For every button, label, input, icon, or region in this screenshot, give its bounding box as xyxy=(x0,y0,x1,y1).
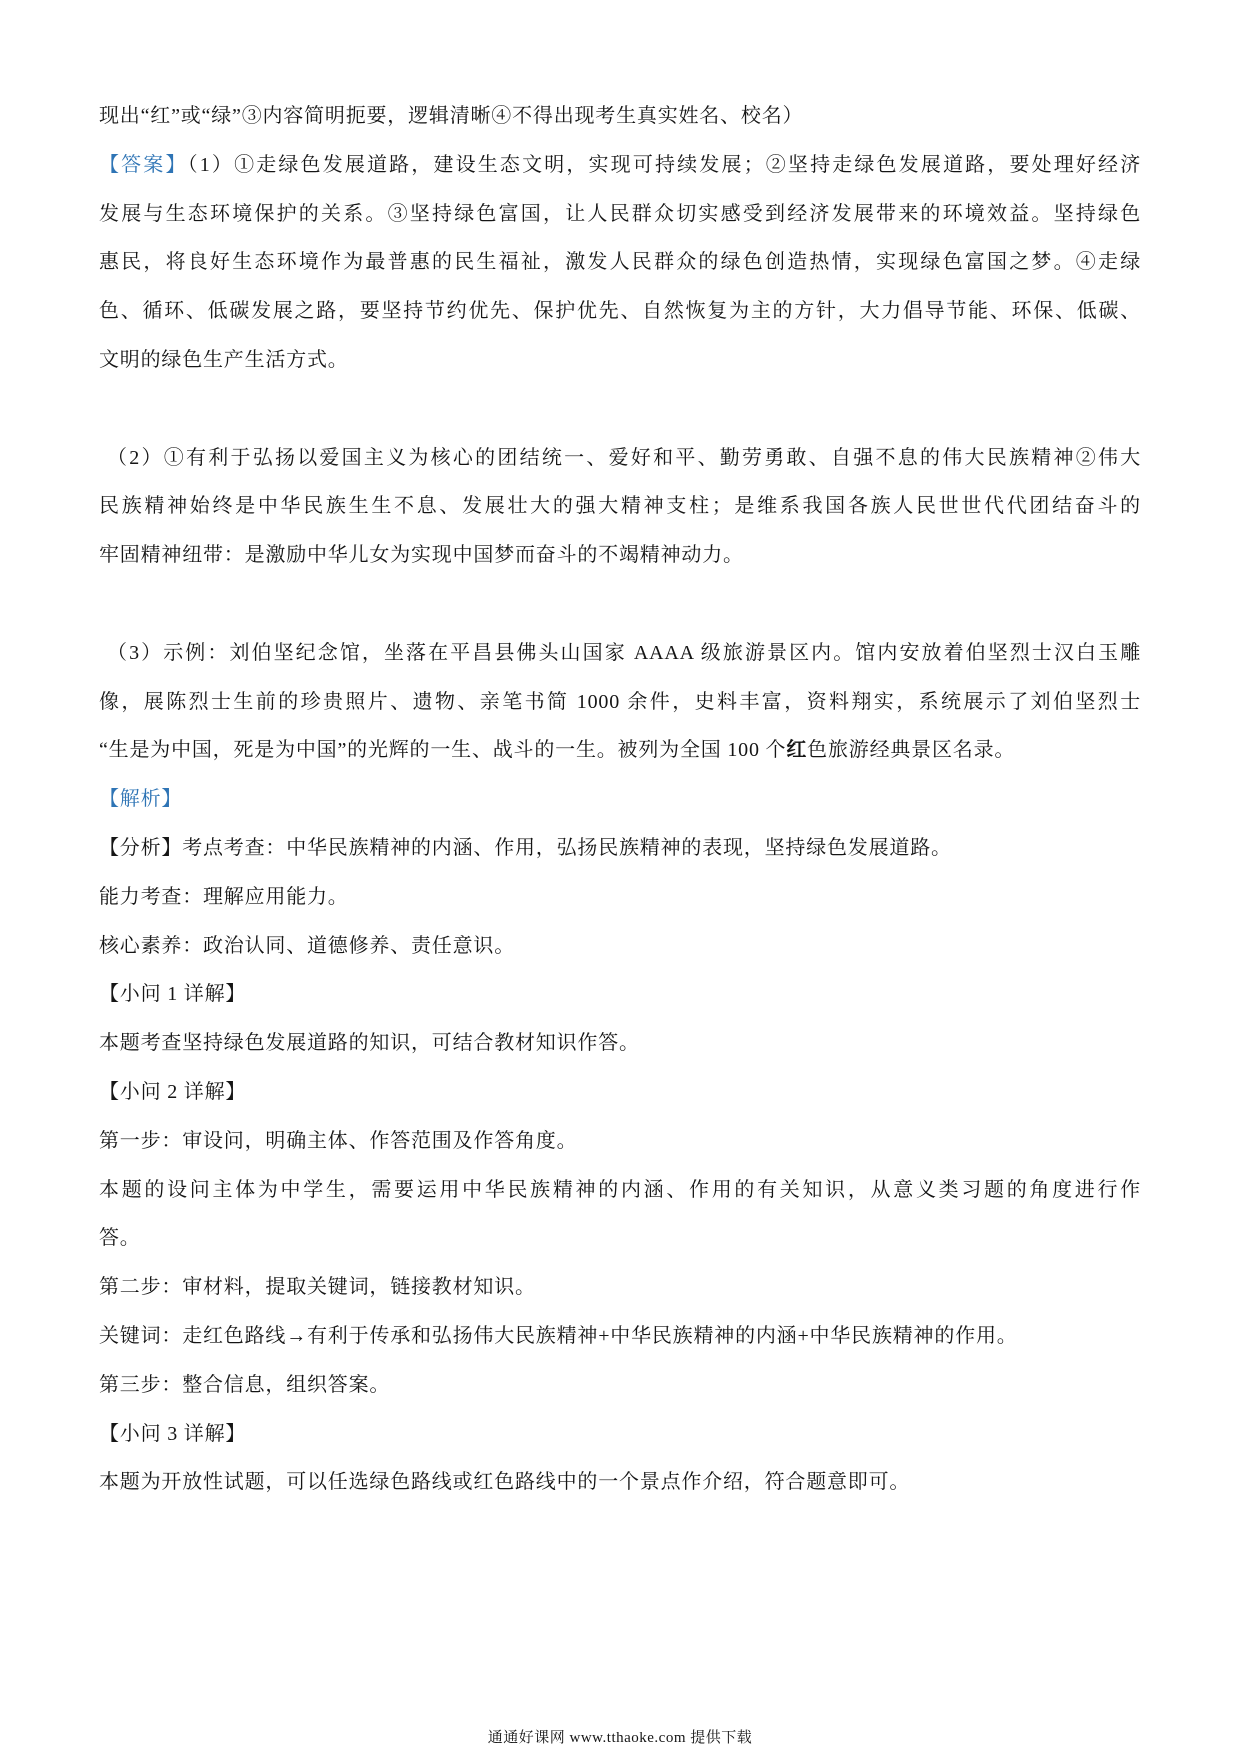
text-line xyxy=(99,482,1141,531)
text-run: 第一步：审设问，明确主体、作答范围及作答角度。 xyxy=(99,1129,578,1152)
text-run: “生是为中国，死是为中国”的光辉的一生、战斗的一生。被列为全国 100 个 xyxy=(99,739,787,762)
text-run: 第三步：整合信息，组织答案。 xyxy=(99,1373,391,1396)
text-run: （3）示例：刘伯坚纪念馆，坐落在平昌县佛头山国家 AAAA 级旅游景区内。馆内安放着伯坚烈士汉白玉雕 xyxy=(107,641,1141,664)
text-line xyxy=(99,678,1141,727)
text-line xyxy=(99,1361,1141,1410)
section-label: 【答案】 xyxy=(99,153,188,176)
text-run: 关键词：走红色路线→有利于传承和弘扬伟大民族精神+中华民族精神的内涵+中华民族精神的作用。 xyxy=(99,1324,1018,1347)
document-body xyxy=(99,92,1141,1507)
text-run: （2）①有利于弘扬以爱国主义为核心的团结统一、爱好和平、勤劳勇敢、自强不息的伟大民族精神②伟大 xyxy=(107,446,1141,469)
text-line xyxy=(99,1214,1141,1263)
text-line xyxy=(99,1166,1141,1215)
footer-text: 通通好课网 www.tthaoke.com 提供下载 xyxy=(487,1730,753,1746)
text-line xyxy=(99,1117,1141,1166)
text-run: 色旅游经典景区名录。 xyxy=(807,739,1016,762)
text-line xyxy=(99,336,1141,385)
text-run: 文明的绿色生产生活方式。 xyxy=(99,348,349,371)
text-run: 本题的设问主体为中学生，需要运用中华民族精神的内涵、作用的有关知识，从意义类习题的角度进行作 xyxy=(99,1178,1141,1201)
text-run: 核心素养：政治认同、道德修养、责任意识。 xyxy=(99,934,515,957)
page-footer xyxy=(0,1726,1240,1747)
text-line xyxy=(99,1019,1141,1068)
text-line xyxy=(99,531,1141,580)
text-run: 红 xyxy=(786,739,808,762)
text-line xyxy=(99,1068,1141,1117)
text-run: 能力考查：理解应用能力。 xyxy=(99,885,349,908)
text-run: 【分析】考点考查：中华民族精神的内涵、作用，弘扬民族精神的表现，坚持绿色发展道路。 xyxy=(99,836,952,859)
text-run: （1）①走绿色发展道路，建设生态文明，实现可持续发展；②坚持走绿色发展道路，要处理好经济 xyxy=(187,153,1142,176)
text-run: 【小问 1 详解】 xyxy=(99,983,247,1006)
text-run: 发展与生态环境保护的关系。③坚持绿色富国，让人民群众切实感受到经济发展带来的环境效益。坚持绿色 xyxy=(99,202,1141,225)
text-run: 像，展陈烈士生前的珍贵照片、遗物、亲笔书简 1000 余件，史料丰富，资料翔实，系统展示了刘伯坚烈士 xyxy=(99,690,1141,713)
text-run: 本题为开放性试题，可以任选绿色路线或红色路线中的一个景点作介绍，符合题意即可。 xyxy=(99,1471,911,1494)
text-line xyxy=(99,141,1141,190)
text-line xyxy=(99,92,1141,141)
text-line xyxy=(99,824,1141,873)
text-run: 【小问 2 详解】 xyxy=(99,1080,247,1103)
text-line xyxy=(99,238,1141,287)
text-line xyxy=(99,434,1141,483)
text-run: 惠民，将良好生态环境作为最普惠的民生福祉，激发人民群众的绿色创造热情，实现绿色富国之梦。④走绿 xyxy=(99,251,1141,274)
text-run: 本题考查坚持绿色发展道路的知识，可结合教材知识作答。 xyxy=(99,1032,640,1055)
blank-line xyxy=(99,385,1141,434)
blank-line xyxy=(99,580,1141,629)
text-line xyxy=(99,726,1141,775)
text-run: 第二步：审材料，提取关键词，链接教材知识。 xyxy=(99,1276,536,1299)
text-line xyxy=(99,1410,1141,1459)
text-run: 现出“红”或“绿”③内容简明扼要，逻辑清晰④不得出现考生真实姓名、校名） xyxy=(99,105,804,127)
text-run: 民族精神始终是中华民族生生不息、发展壮大的强大精神支柱；是维系我国各族人民世世代代团结奋斗的 xyxy=(99,495,1141,518)
text-run: 色、循环、低碳发展之路，要坚持节约优先、保护优先、自然恢复为主的方针，大力倡导节能、环保、低碳、 xyxy=(99,300,1141,323)
text-run: 牢固精神纽带：是激励中华儿女为实现中国梦而奋斗的不竭精神动力。 xyxy=(99,544,744,567)
text-line xyxy=(99,970,1141,1019)
text-line xyxy=(99,922,1141,971)
text-line xyxy=(99,1312,1141,1361)
text-line xyxy=(99,190,1141,239)
text-run: 答。 xyxy=(99,1227,141,1250)
text-line xyxy=(99,873,1141,922)
text-run: 【小问 3 详解】 xyxy=(99,1422,247,1445)
text-line xyxy=(99,1458,1141,1507)
text-line xyxy=(99,775,1141,824)
text-line xyxy=(99,287,1141,336)
text-line xyxy=(99,1263,1141,1312)
text-line xyxy=(99,629,1141,678)
section-label: 【解析】 xyxy=(99,788,183,811)
